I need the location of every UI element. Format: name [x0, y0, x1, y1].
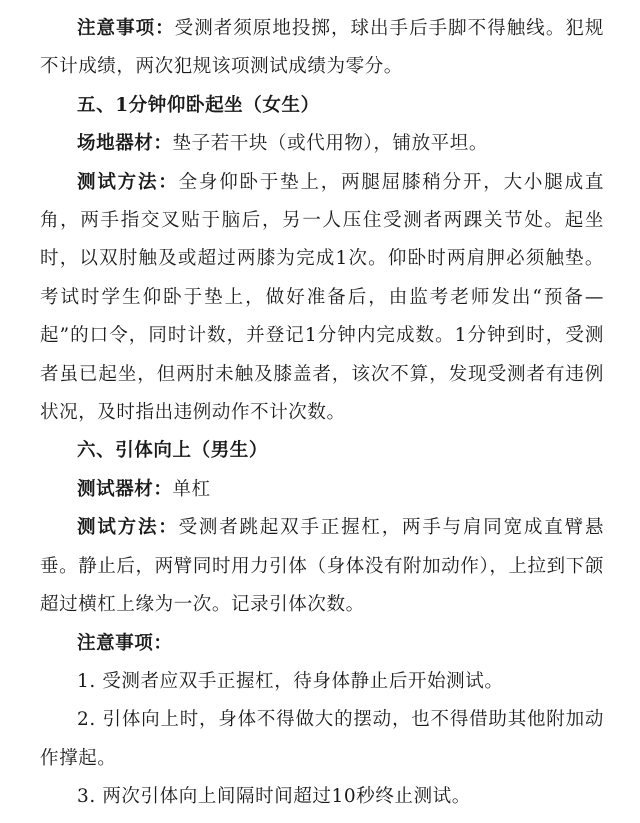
- equipment-label: 测试器材：: [77, 478, 173, 500]
- equipment-label: 场地器材：: [77, 133, 173, 155]
- notice-label: 注意事项：: [77, 18, 175, 39]
- section-five-method: [40, 164, 604, 433]
- method-label: 测试方法：: [77, 171, 179, 193]
- method-text: 受测者跳起双手正握杠，两手与肩同宽成直臂悬垂。静止后，两臂同时用力引体（身体没有附加动作），上拉到下颌超过横杠上缘为一次。记录引体次数。: [40, 517, 604, 616]
- section-six-equipment: [40, 471, 604, 509]
- notice-label: 注意事项：: [77, 632, 173, 654]
- section-six-method: [40, 509, 604, 624]
- notice-text: 受测者须原地投掷，球出手后手脚不得触线。犯规不计成绩，两次犯规该项测试成绩为零分。: [40, 18, 604, 78]
- notice-list-item: 2. 引体向上时，身体不得做大的摆动，也不得借助其他附加动作撑起。: [40, 709, 604, 769]
- section-six-notice-heading: [40, 625, 604, 663]
- notice-paragraph-top: [40, 10, 604, 87]
- method-text: 全身仰卧于垫上，两腿屈膝稍分开，大小腿成直角，两手指交叉贴于脑后，另一人压住受测者两踝关节处。起坐时，以双肘触及或超过两膝为完成1次。仰卧时两肩胛必须触垫。考试时学生仰卧于垫上，做好准备后，由监考老师发出“预备—起”的口令，同时计数，并登记1分钟内完成数。1分钟到时，受测者虽已起坐，但两肘未触及膝盖者，该次不算，发现受测者有违例状况，及时指出违例动作不计次数。: [40, 171, 604, 424]
- notice-list-item: 1. 受测者应双手正握杠，待身体静止后开始测试。: [77, 670, 504, 692]
- section-five-equipment: [40, 125, 604, 163]
- equipment-text: 垫子若干块（或代用物），铺放平坦。: [172, 133, 488, 155]
- method-label: 测试方法：: [77, 517, 179, 539]
- equipment-text: 单杠: [172, 478, 211, 500]
- section-six-heading: 六、引体向上（男生）: [77, 440, 269, 462]
- section-five-heading: 五、1分钟仰卧起坐（女生）: [77, 94, 320, 116]
- notice-list-item: 3. 两次引体向上间隔时间超过10秒终止测试。: [77, 786, 471, 808]
